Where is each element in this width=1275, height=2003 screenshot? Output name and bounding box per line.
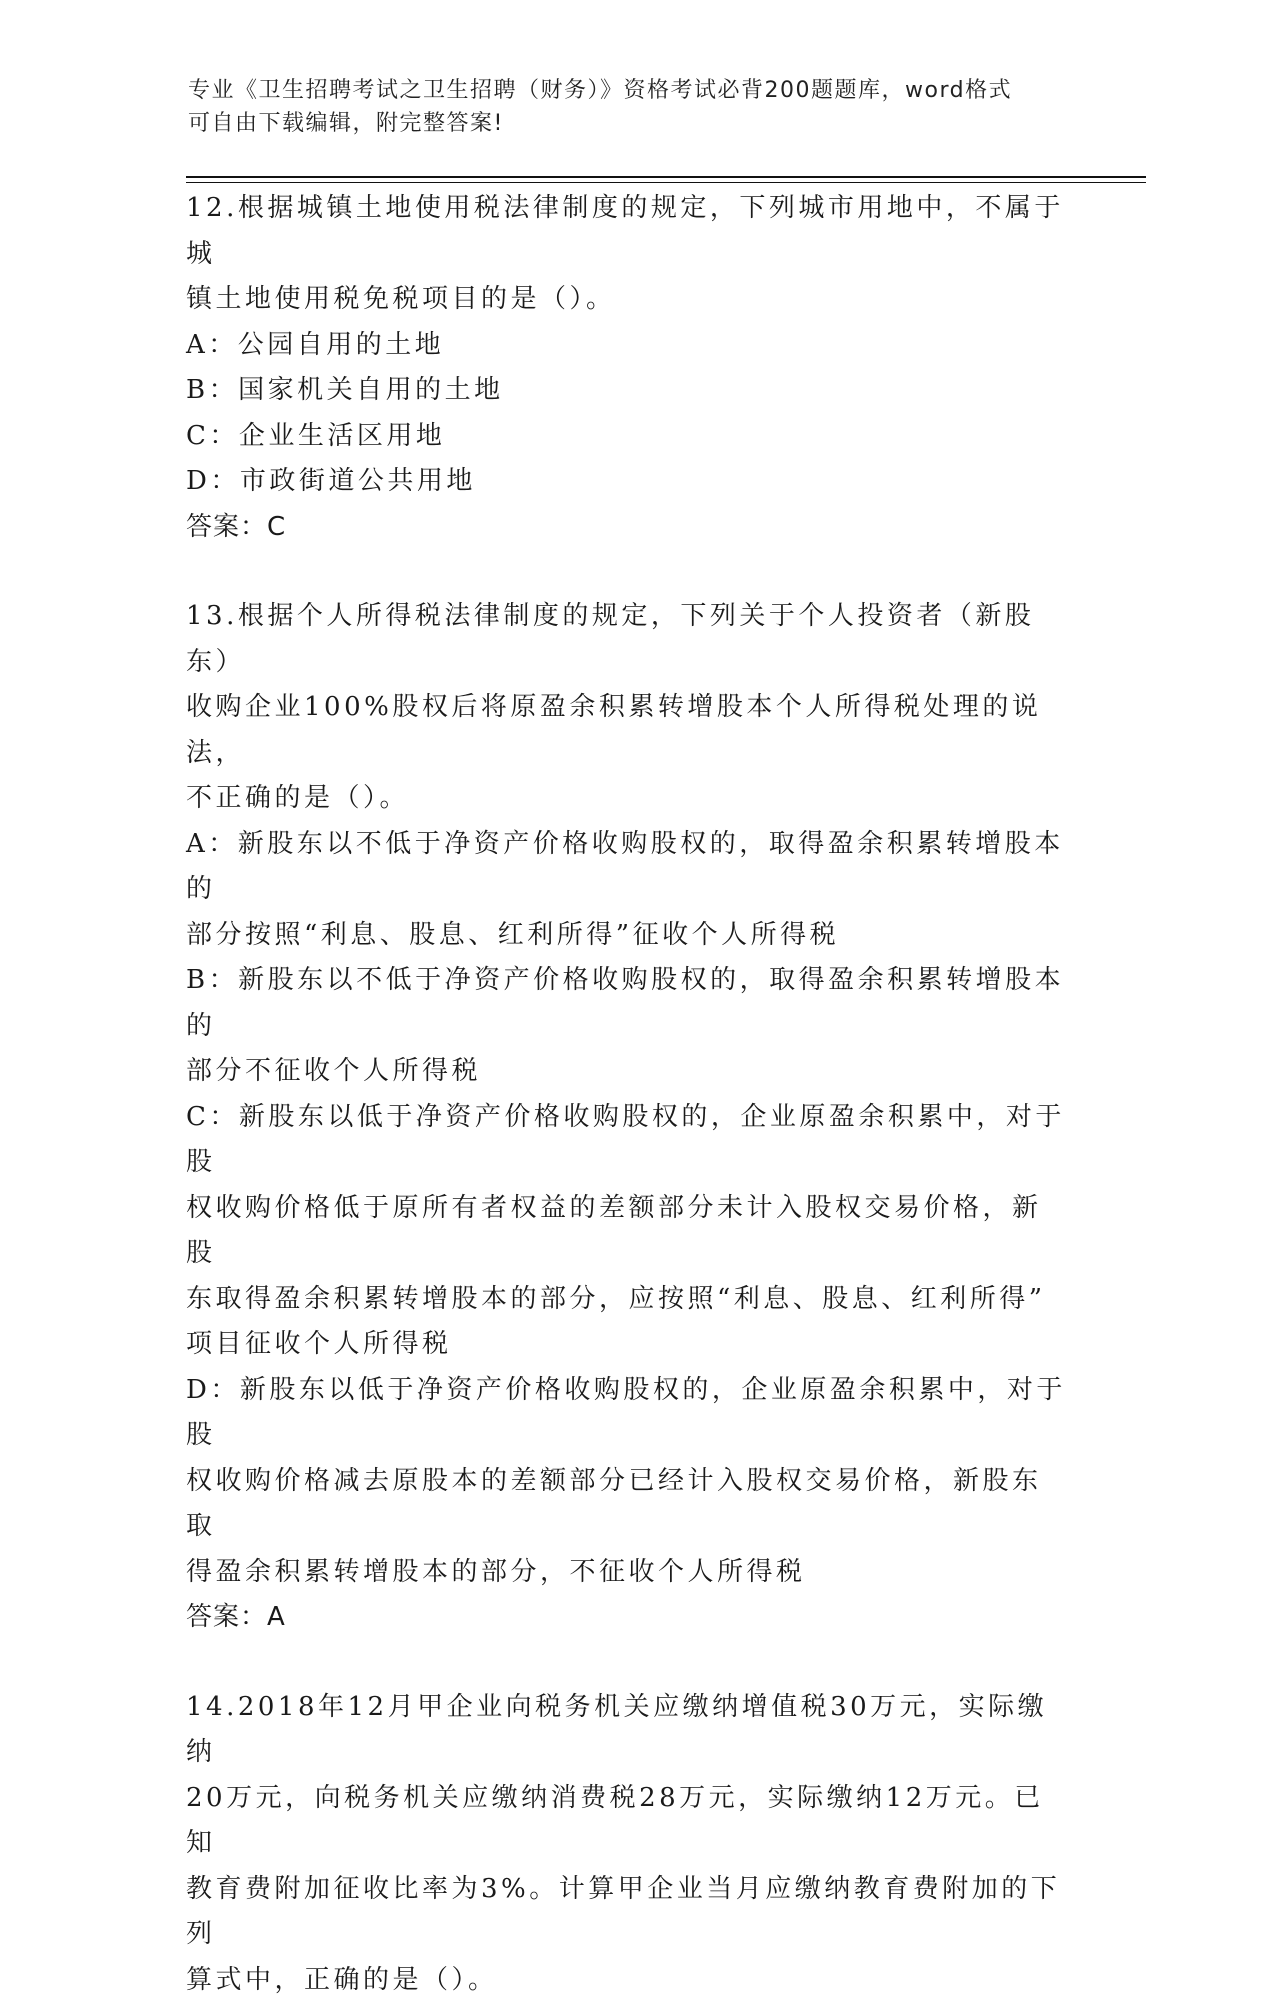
option-a-cont: 部分按照“利息、股息、红利所得”征收个人所得税 [186, 913, 1066, 959]
question-stem-line: 镇土地使用税免税项目的是（）。 [186, 277, 1066, 323]
question-stem-line: 20万元，向税务机关应缴纳消费税28万元，实际缴纳12万元。已知 [186, 1776, 1066, 1867]
option-c: C：新股东以低于净资产价格收购股权的，企业原盈余积累中，对于股 [186, 1095, 1066, 1186]
question-14 [186, 1685, 1066, 2003]
option-d: D：新股东以低于净资产价格收购股权的，企业原盈余积累中，对于股 [186, 1368, 1066, 1459]
header-rule-thick [186, 176, 1146, 178]
question-stem-line: 不正确的是（）。 [186, 776, 1066, 822]
option-d-cont: 得盈余积累转增股本的部分，不征收个人所得税 [186, 1550, 1066, 1596]
question-list [186, 186, 1066, 2003]
document-header [188, 74, 1068, 140]
answer-line: 答案：A [186, 1595, 1066, 1641]
question-stem-line: 12.根据城镇土地使用税法律制度的规定，下列城市用地中，不属于城 [186, 186, 1066, 277]
header-line-1: 专业《卫生招聘考试之卫生招聘（财务）》资格考试必背200题题库，word格式 [188, 74, 1068, 107]
option-d: D：市政街道公共用地 [186, 459, 1066, 505]
option-c-cont: 权收购价格低于原所有者权益的差额部分未计入股权交易价格，新股 [186, 1186, 1066, 1277]
header-rule-thin [186, 182, 1146, 183]
question-stem-line: 算式中，正确的是（）。 [186, 1958, 1066, 2003]
question-stem-line: 收购企业100%股权后将原盈余积累转增股本个人所得税处理的说法， [186, 685, 1066, 776]
header-line-2: 可自由下载编辑，附完整答案! [188, 107, 1068, 140]
option-b-cont: 部分不征收个人所得税 [186, 1049, 1066, 1095]
question-stem-line: 教育费附加征收比率为3%。计算甲企业当月应缴纳教育费附加的下列 [186, 1867, 1066, 1958]
answer-line: 答案：C [186, 505, 1066, 551]
option-c-cont: 项目征收个人所得税 [186, 1322, 1066, 1368]
question-stem-line: 13.根据个人所得税法律制度的规定，下列关于个人投资者（新股东） [186, 594, 1066, 685]
question-13 [186, 594, 1066, 1641]
option-d-cont: 权收购价格减去原股本的差额部分已经计入股权交易价格，新股东取 [186, 1459, 1066, 1550]
option-a: A：新股东以不低于净资产价格收购股权的，取得盈余积累转增股本的 [186, 822, 1066, 913]
option-b: B：新股东以不低于净资产价格收购股权的，取得盈余积累转增股本的 [186, 958, 1066, 1049]
option-c: C：企业生活区用地 [186, 414, 1066, 460]
question-12 [186, 186, 1066, 550]
question-stem-line: 14.2018年12月甲企业向税务机关应缴纳增值税30万元，实际缴纳 [186, 1685, 1066, 1776]
option-b: B：国家机关自用的土地 [186, 368, 1066, 414]
option-a: A：公园自用的土地 [186, 323, 1066, 369]
option-c-cont: 东取得盈余积累转增股本的部分，应按照“利息、股息、红利所得” [186, 1277, 1066, 1323]
